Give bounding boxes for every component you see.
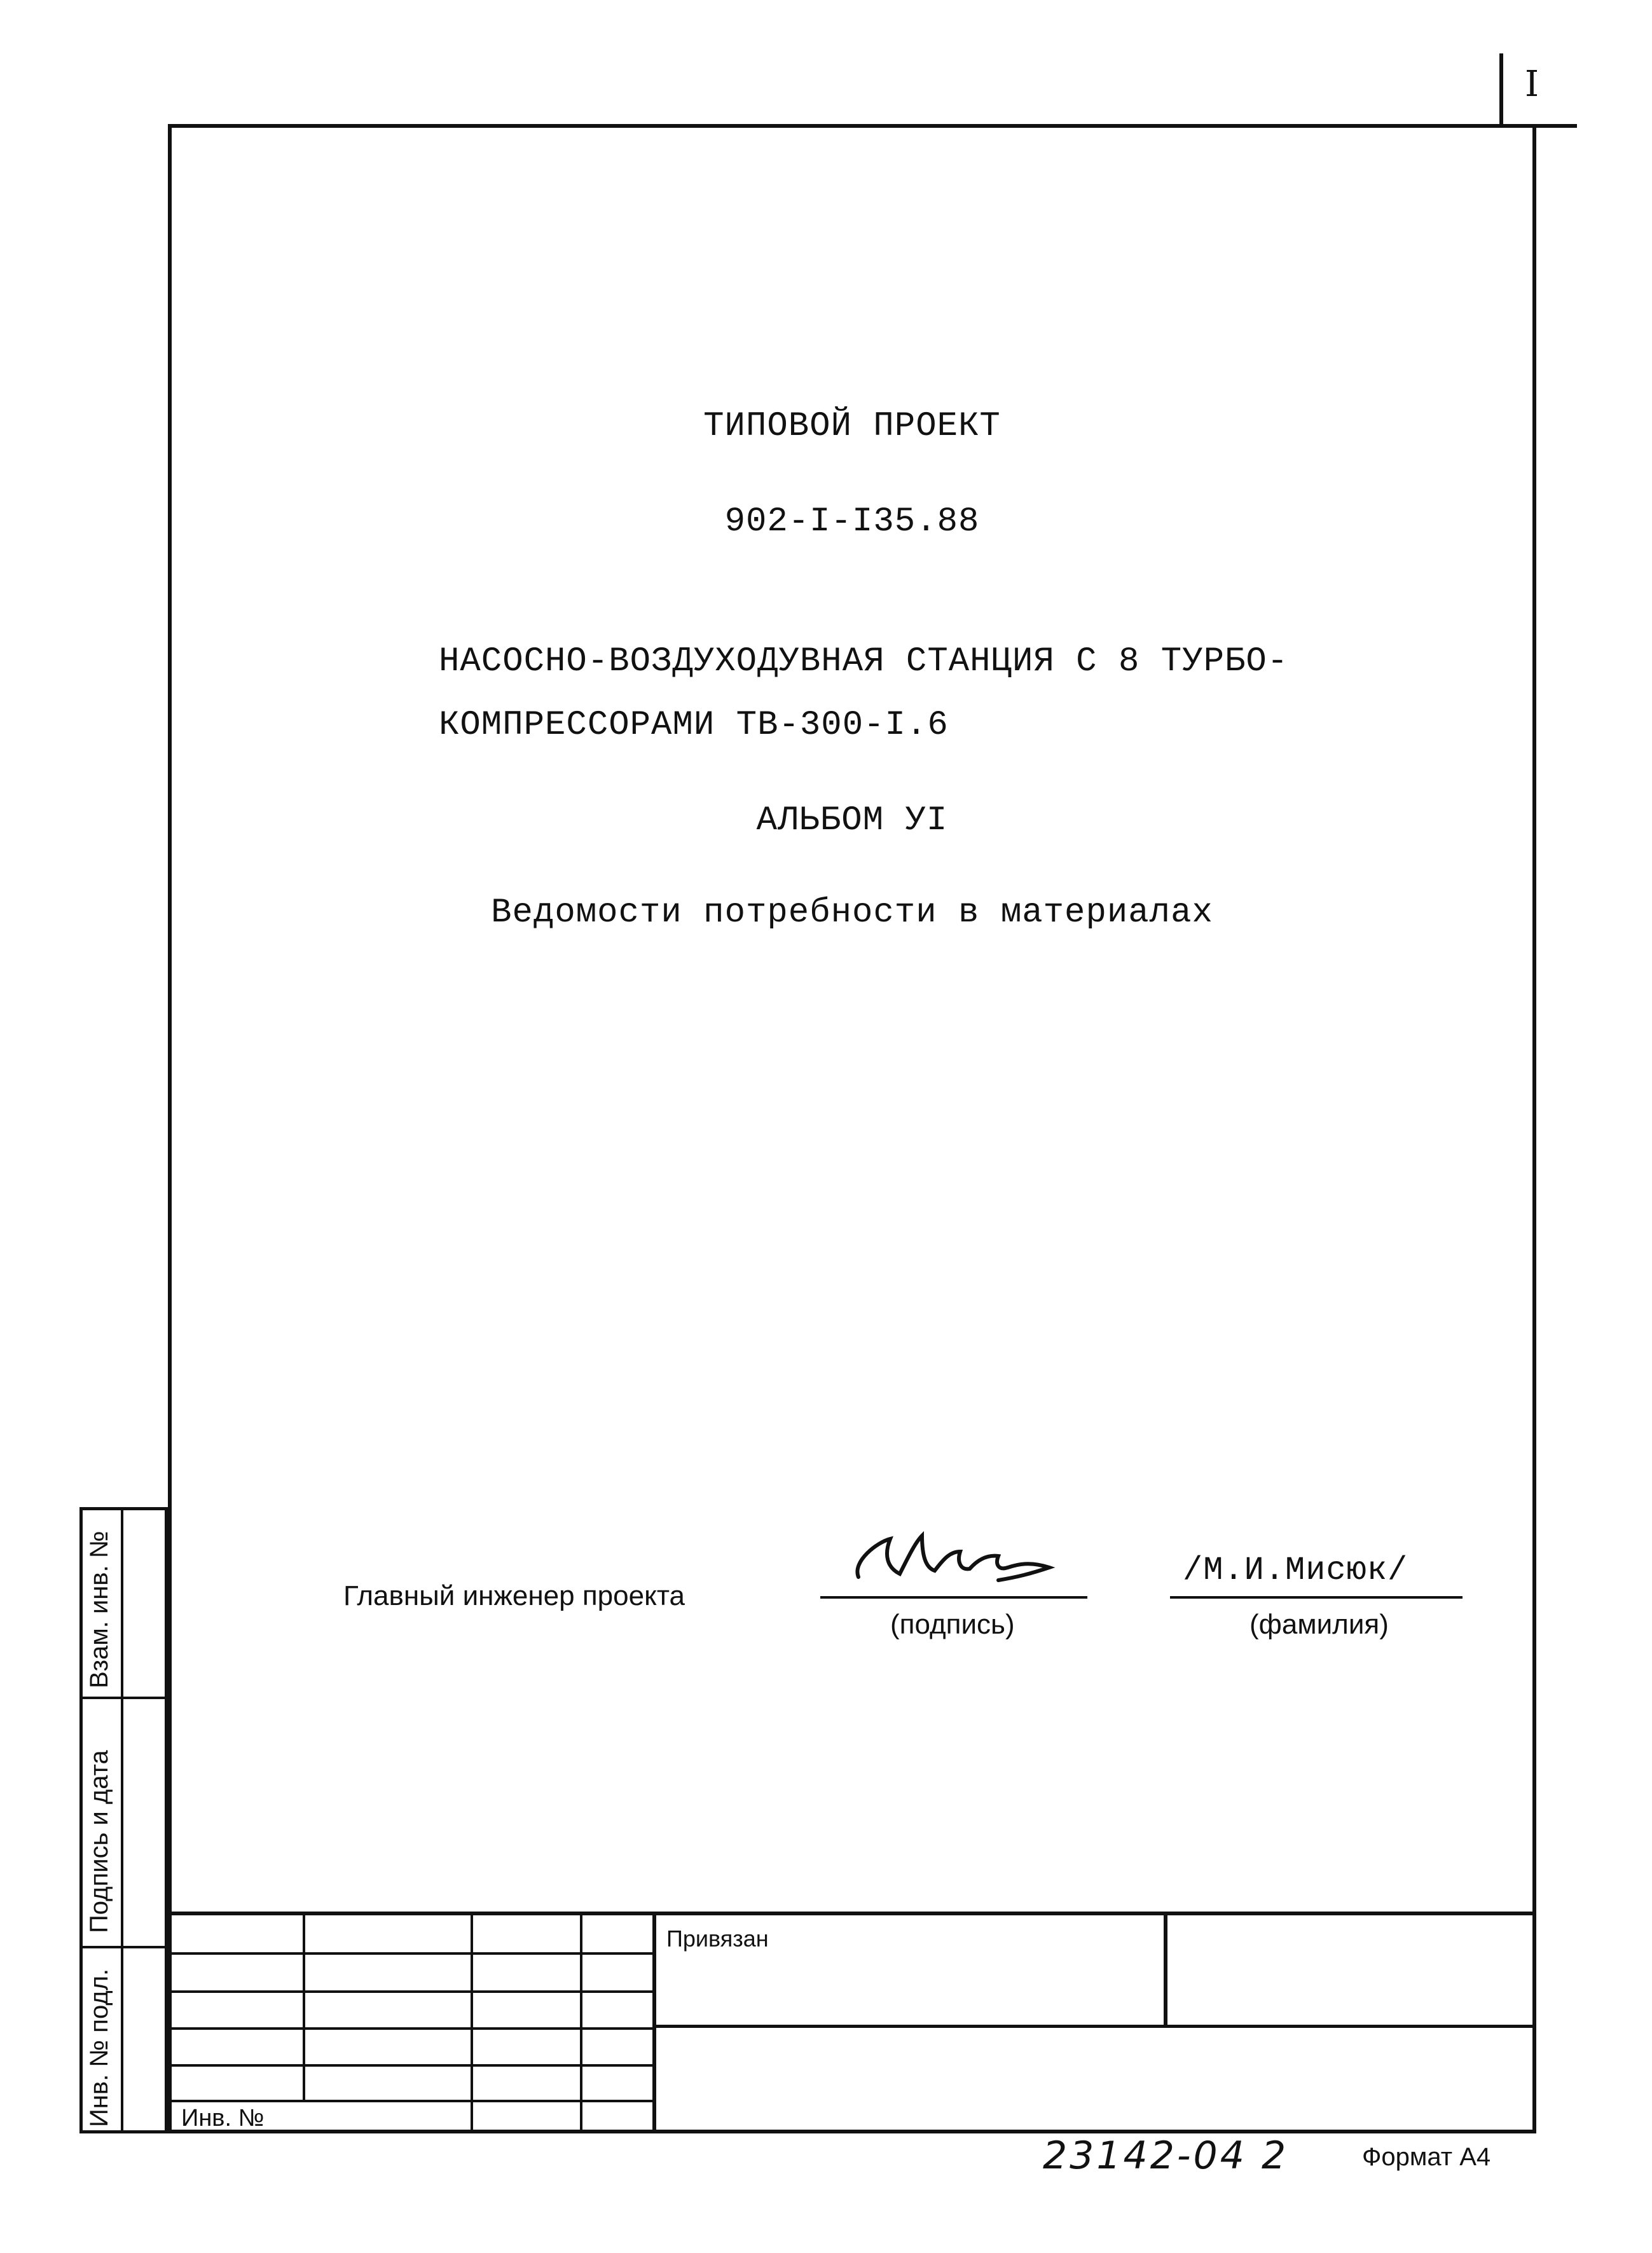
role-label: Главный инженер проекта xyxy=(343,1580,685,1611)
signature-image xyxy=(839,1517,1106,1593)
side-strip-sep1 xyxy=(79,1697,168,1699)
signature-line xyxy=(820,1596,1087,1599)
stamp-row3 xyxy=(168,2027,652,2030)
side-strip-sep2 xyxy=(79,1946,168,1948)
stamp-col1 xyxy=(303,1912,305,2102)
stamp-row4 xyxy=(168,2064,652,2067)
signature-caption: (подпись) xyxy=(890,1609,1015,1640)
project-title-line1: НАСОСНО-ВОЗДУХОДУВНАЯ СТАНЦИЯ С 8 ТУРБО- xyxy=(439,642,1289,681)
document-code: 23142-04 2 xyxy=(1043,2133,1289,2178)
sheet-number-divider xyxy=(1499,53,1503,127)
stamp-row1 xyxy=(168,1952,652,1955)
stamp-row2 xyxy=(168,1990,652,1993)
project-title-line2: КОМПРЕССОРАМИ ТВ-300-I.6 xyxy=(439,706,949,745)
project-number: 902-I-I35.88 xyxy=(724,502,980,541)
stamp-privyazan-label: Привязан xyxy=(666,1926,769,1952)
stamp-row5 xyxy=(168,2100,652,2102)
doc-type: ТИПОВОЙ ПРОЕКТ xyxy=(703,407,1001,446)
stamp-top-line xyxy=(168,1912,1536,1915)
stamp-privyazan-bottom xyxy=(652,2025,1536,2028)
stamp-col4 xyxy=(652,1912,656,2133)
side-label-inv-orig: Инв. № подл. xyxy=(85,1968,113,2127)
engineer-name: /М.И.Мисюк/ xyxy=(1183,1552,1408,1589)
album-number: АЛЬБОМ УI xyxy=(756,801,948,840)
paper-format: Формат А4 xyxy=(1362,2143,1491,2171)
album-subject: Ведомости потребности в материалах xyxy=(491,893,1213,932)
side-strip-divider xyxy=(121,1507,123,2133)
stamp-inv-label: Инв. № xyxy=(181,2105,265,2132)
side-label-replace-inv: Взам. инв. № xyxy=(85,1531,113,1688)
stamp-privyazan-divider xyxy=(1164,1912,1167,2027)
name-caption: (фамилия) xyxy=(1249,1609,1389,1640)
sheet-number: I xyxy=(1525,64,1539,105)
name-line xyxy=(1170,1596,1463,1599)
side-label-sign-date: Подпись и дата xyxy=(85,1750,113,1933)
